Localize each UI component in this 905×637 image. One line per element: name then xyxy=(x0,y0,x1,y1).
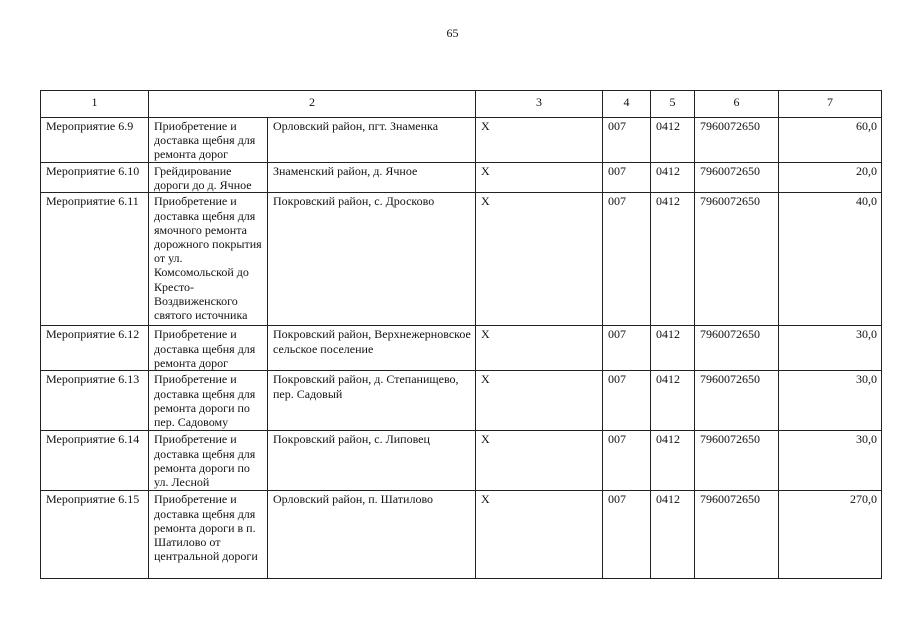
event-cell: Мероприятие 6.14 xyxy=(41,431,149,491)
header-col-2: 2 xyxy=(149,91,476,118)
col3-cell: Х xyxy=(476,118,603,163)
col3-cell: Х xyxy=(476,193,603,326)
header-col-5: 5 xyxy=(651,91,695,118)
col5-cell: 0412 xyxy=(651,118,695,163)
col5-cell: 0412 xyxy=(651,193,695,326)
location-cell: Покровский район, с. Дросково xyxy=(268,193,476,326)
event-cell: Мероприятие 6.15 xyxy=(41,491,149,579)
col4-cell: 007 xyxy=(603,431,651,491)
col4-cell: 007 xyxy=(603,118,651,163)
event-cell: Мероприятие 6.12 xyxy=(41,326,149,371)
col4-cell: 007 xyxy=(603,326,651,371)
col3-cell: Х xyxy=(476,371,603,431)
table-row xyxy=(41,491,882,579)
col4-cell: 007 xyxy=(603,491,651,579)
col4-cell: 007 xyxy=(603,163,651,193)
location-cell: Орловский район, пгт. Знаменка xyxy=(268,118,476,163)
table-row xyxy=(41,431,882,491)
header-col-6: 6 xyxy=(695,91,779,118)
col6-cell: 7960072650 xyxy=(695,326,779,371)
col6-cell: 7960072650 xyxy=(695,371,779,431)
description-cell: Приобретение и доставка щебня для ремонта дороги по ул. Лесной xyxy=(149,431,268,491)
header-col-1: 1 xyxy=(41,91,149,118)
table-row xyxy=(41,193,882,326)
col5-cell: 0412 xyxy=(651,371,695,431)
location-cell: Покровский район, д. Степанищево, пер. Садовый xyxy=(268,371,476,431)
event-cell: Мероприятие 6.9 xyxy=(41,118,149,163)
col4-cell: 007 xyxy=(603,193,651,326)
header-col-4: 4 xyxy=(603,91,651,118)
col5-cell: 0412 xyxy=(651,163,695,193)
col3-cell: Х xyxy=(476,491,603,579)
col6-cell: 7960072650 xyxy=(695,193,779,326)
location-cell: Орловский район, п. Шатилово xyxy=(268,491,476,579)
location-cell: Покровский район, с. Липовец xyxy=(268,431,476,491)
location-cell: Покровский район, Верхнежерновское сельское поселение xyxy=(268,326,476,371)
col3-cell: Х xyxy=(476,431,603,491)
table-row xyxy=(41,118,882,163)
event-cell: Мероприятие 6.10 xyxy=(41,163,149,193)
budget-table xyxy=(40,90,882,579)
amount-cell: 30,0 xyxy=(779,431,882,491)
table-row xyxy=(41,326,882,371)
amount-cell: 20,0 xyxy=(779,163,882,193)
event-cell: Мероприятие 6.13 xyxy=(41,371,149,431)
col3-cell: Х xyxy=(476,163,603,193)
description-cell: Приобретение и доставка щебня для ремонта дороги в п. Шатилово от центральной дороги xyxy=(149,491,268,579)
amount-cell: 30,0 xyxy=(779,371,882,431)
event-cell: Мероприятие 6.11 xyxy=(41,193,149,326)
table-row xyxy=(41,371,882,431)
page-number: 65 xyxy=(446,26,459,40)
header-col-7: 7 xyxy=(779,91,882,118)
table-row xyxy=(41,163,882,193)
col6-cell: 7960072650 xyxy=(695,491,779,579)
col3-cell: Х xyxy=(476,326,603,371)
col5-cell: 0412 xyxy=(651,326,695,371)
col6-cell: 7960072650 xyxy=(695,163,779,193)
amount-cell: 60,0 xyxy=(779,118,882,163)
description-cell: Приобретение и доставка щебня для ремонта дорог xyxy=(149,326,268,371)
description-cell: Приобретение и доставка щебня для ремонта дорог xyxy=(149,118,268,163)
location-cell: Знаменский район, д. Ячное xyxy=(268,163,476,193)
description-cell: Приобретение и доставка щебня для ремонта дороги по пер. Садовому xyxy=(149,371,268,431)
header-row xyxy=(41,91,882,118)
amount-cell: 40,0 xyxy=(779,193,882,326)
amount-cell: 270,0 xyxy=(779,491,882,579)
header-col-3: 3 xyxy=(476,91,603,118)
col5-cell: 0412 xyxy=(651,431,695,491)
col4-cell: 007 xyxy=(603,371,651,431)
description-cell: Грейдирование дороги до д. Ячное xyxy=(149,163,268,193)
col6-cell: 7960072650 xyxy=(695,431,779,491)
col5-cell: 0412 xyxy=(651,491,695,579)
description-cell: Приобретение и доставка щебня для ямочного ремонта дорожного покрытия от ул. Комсомольской до Кресто-Воздвиженского святого источника xyxy=(149,193,268,326)
col6-cell: 7960072650 xyxy=(695,118,779,163)
amount-cell: 30,0 xyxy=(779,326,882,371)
